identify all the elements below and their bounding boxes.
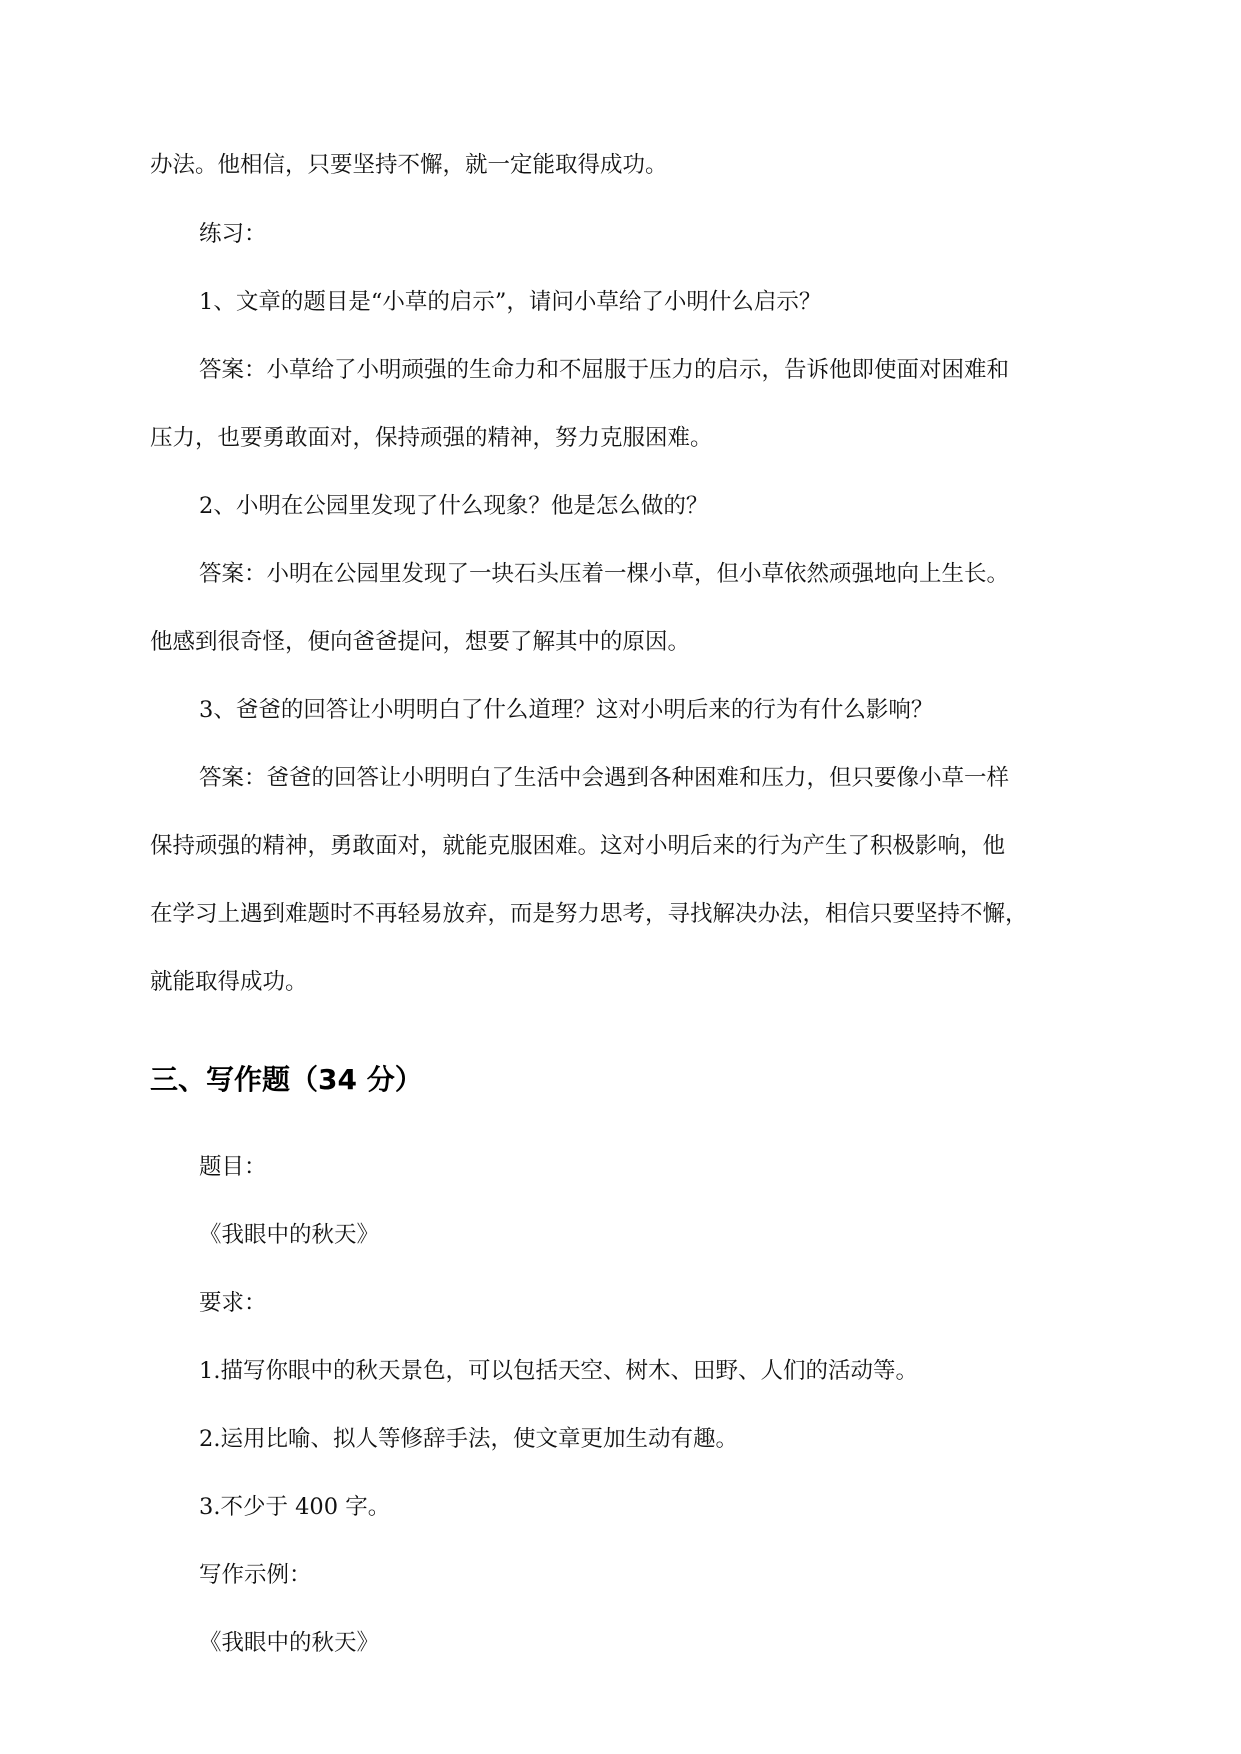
practice-label: 练习： [199, 221, 267, 247]
example-label: 写作示例： [199, 1562, 312, 1588]
answer-3-line-4: 就能取得成功。 [150, 969, 308, 995]
requirement-2: 2.运用比喻、拟人等修辞手法，使文章更加生动有趣。 [199, 1426, 738, 1452]
topic-title: 《我眼中的秋天》 [199, 1222, 380, 1248]
answer-3-line-2: 保持顽强的精神，勇敢面对，就能克服困难。这对小明后来的行为产生了积极影响，他 [150, 833, 1006, 859]
reading-continuation: 办法。他相信，只要坚持不懈，就一定能取得成功。 [150, 152, 668, 178]
answer-2-line-2: 他感到很奇怪，便向爸爸提问，想要了解其中的原因。 [150, 629, 691, 655]
section-heading: 三、写作题（34 分） [150, 1063, 423, 1096]
answer-2-line-1: 答案：小明在公园里发现了一块石头压着一棵小草，但小草依然顽强地向上生长。 [199, 561, 1010, 587]
answer-1-line-1: 答案：小草给了小明顽强的生命力和不屈服于压力的启示，告诉他即使面对困难和 [199, 357, 1010, 383]
question-1: 1、文章的题目是“小草的启示”，请问小草给了小明什么启示？ [199, 289, 822, 315]
question-2: 2、小明在公园里发现了什么现象？他是怎么做的？ [199, 493, 709, 519]
topic-label: 题目： [199, 1154, 267, 1180]
requirement-1: 1.描写你眼中的秋天景色，可以包括天空、树木、田野、人们的活动等。 [199, 1358, 918, 1384]
example-title: 《我眼中的秋天》 [199, 1630, 380, 1656]
answer-3-line-1: 答案：爸爸的回答让小明明白了生活中会遇到各种困难和压力，但只要像小草一样 [199, 765, 1010, 791]
answer-3-line-3: 在学习上遇到难题时不再轻易放弃，而是努力思考，寻找解决办法，相信只要坚持不懈， [150, 901, 1028, 927]
answer-1-line-2: 压力，也要勇敢面对，保持顽强的精神，努力克服困难。 [150, 425, 713, 451]
question-3: 3、爸爸的回答让小明明白了什么道理？这对小明后来的行为有什么影响？ [199, 697, 934, 723]
requirement-3: 3.不少于 400 字。 [199, 1494, 391, 1520]
requirements-label: 要求： [199, 1290, 267, 1316]
